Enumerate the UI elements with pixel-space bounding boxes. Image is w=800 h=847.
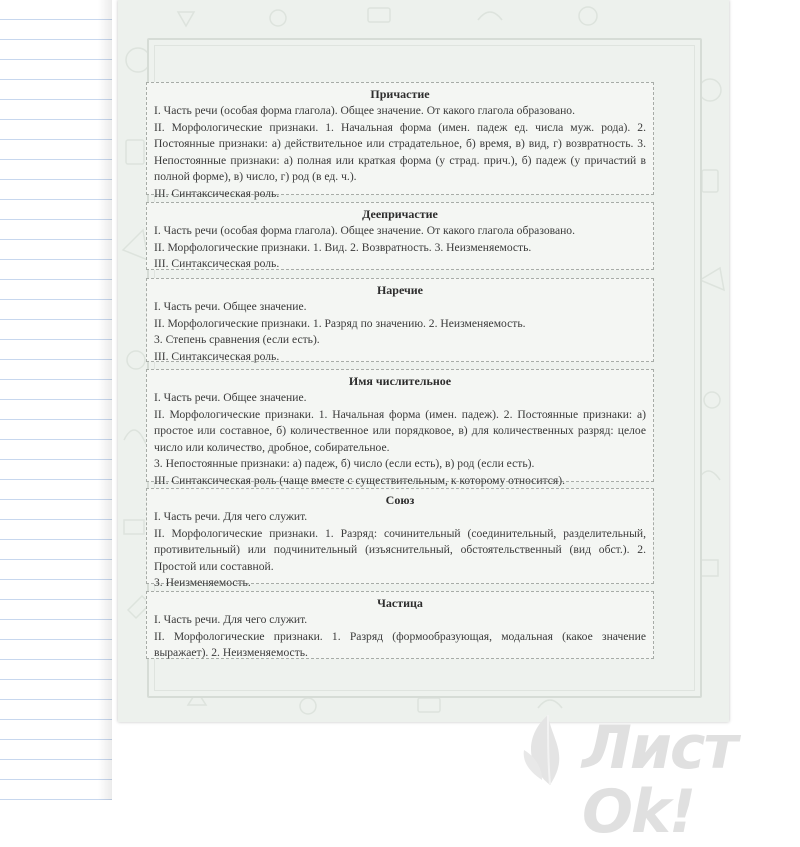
section-title: Причастие bbox=[370, 87, 430, 101]
lined-notebook-page bbox=[0, 0, 112, 800]
section-line: III. Синтаксическая роль (чаще вместе с существительным, к которому относится). bbox=[154, 473, 565, 487]
section-prichastie bbox=[146, 82, 654, 200]
section-narechie bbox=[146, 278, 654, 362]
section-line: II. Морфологические признаки. 1. Вид. 2. Возвратность. 3. Неизменяемость. bbox=[154, 240, 532, 254]
section-line: I. Часть речи. Общее значение. bbox=[154, 391, 307, 404]
section-line: I. Часть речи (особая форма глагола). Общее значение. От какого глагола образовано. bbox=[154, 224, 575, 237]
section-line: 3. Степень сравнения (если есть). bbox=[154, 333, 320, 346]
section-line: 3. Непостоянные признаки: а) падеж, б) число (если есть), в) род (если есть). bbox=[154, 457, 535, 470]
section-chastitsa bbox=[146, 591, 654, 659]
section-line: II. Морфологические признаки. 1. Начальная форма (имен. падеж). 2. Постоянные признаки: а) простое или составное, б) количественное или порядковое, в) для количественных разряд: целое число или количество, дробное, собирательное. bbox=[154, 407, 646, 454]
section-deeprichastie bbox=[146, 202, 654, 270]
section-line: II. Морфологические признаки. 1. Начальная форма (имен. падеж ед. числа муж. рода). 2. Постоянные признаки: а) действительное или страдательное, б) время, в) вид, г) возвратность. 3. Непостоянные признаки: а) полная или краткая форма (у страд. прич.), б) падеж (у причастий в полной форме), в) число, г) род (в ед. ч.). bbox=[154, 120, 646, 183]
section-line: II. Морфологические признаки. 1. Разряд (формообразующая, модальная (какое значение выражает). 2. Неизменяемость. bbox=[154, 629, 646, 659]
section-line: 3. Неизменяемость. bbox=[154, 576, 251, 589]
section-title: Имя числительное bbox=[348, 374, 452, 388]
watermark-text: Лист Ok! bbox=[582, 713, 737, 847]
section-line: II. Морфологические признаки. 1. Разряд по значению. 2. Неизменяемость. bbox=[154, 316, 526, 330]
section-title: Частица bbox=[377, 596, 423, 610]
section-line: I. Часть речи. Для чего служит. bbox=[154, 510, 308, 523]
section-line: II. Морфологические признаки. 1. Разряд: сочинительный (соединительный, разделительный, противительный) или подчинительный (изъяснительный, обстоятельственный (вид обст.). 2. Простой или составной. bbox=[154, 526, 646, 573]
section-line: I. Часть речи. Для чего служит. bbox=[154, 613, 308, 626]
section-title: Деепричастие bbox=[362, 207, 438, 221]
leaf-icon bbox=[520, 710, 580, 790]
section-title: Союз bbox=[385, 493, 415, 507]
section-soyuz bbox=[146, 488, 654, 589]
section-title: Наречие bbox=[376, 283, 424, 297]
section-line: I. Часть речи (особая форма глагола). Общее значение. От какого глагола образовано. bbox=[154, 104, 575, 117]
section-line: III. Синтаксическая роль. bbox=[154, 257, 280, 270]
watermark-logo bbox=[520, 702, 790, 847]
section-imya-chislitelnoe bbox=[146, 369, 654, 487]
section-line: III. Синтаксическая роль. bbox=[154, 186, 280, 200]
section-line: III. Синтаксическая роль. bbox=[154, 349, 280, 363]
section-line: I. Часть речи. Общее значение. bbox=[154, 300, 307, 313]
page-spine bbox=[98, 0, 112, 800]
